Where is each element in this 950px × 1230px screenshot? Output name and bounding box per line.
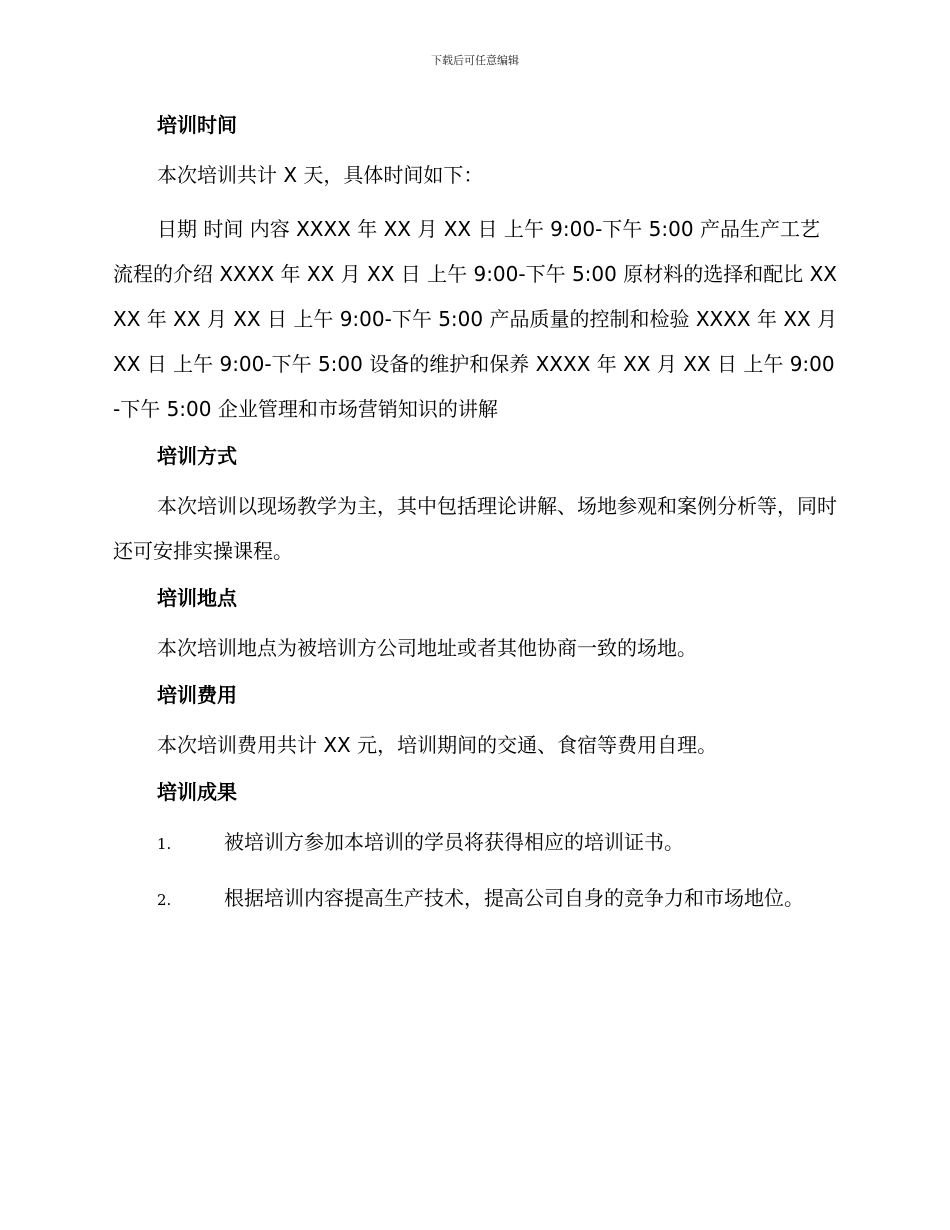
- list-item-number: 2.: [157, 891, 172, 909]
- page-header-note: 下载后可任意编辑: [431, 54, 519, 67]
- document-body: [113, 110, 838, 932]
- section-heading-results: 培训成果: [157, 780, 237, 804]
- list-item: [113, 876, 838, 923]
- list-item: [113, 820, 838, 867]
- paragraph-location: 本次培训地点为被培训方公司地址或者其他协商一致的场地。: [157, 636, 697, 660]
- section-heading-time: 培训时间: [157, 113, 237, 137]
- paragraph-method: 本次培训以现场教学为主，其中包括理论讲解、场地参观和案例分析等，同时还可安排实操课程。: [113, 494, 837, 563]
- list-item-number: 1.: [157, 835, 172, 853]
- paragraph-time-intro: 本次培训共计 X 天，具体时间如下：: [157, 163, 484, 187]
- list-item-text: 根据培训内容提高生产技术，提高公司自身的竞争力和市场地位。: [224, 886, 804, 910]
- section-heading-location: 培训地点: [157, 586, 237, 610]
- list-item-text: 被培训方参加本培训的学员将获得相应的培训证书。: [224, 830, 684, 854]
- paragraph-cost: 本次培训费用共计 XX 元，培训期间的交通、食宿等费用自理。: [157, 733, 718, 757]
- paragraph-time-schedule: 日期 时间 内容 XXXX 年 XX 月 XX 日 上午 9:00-下午 5:00 产品生产工艺流程的介绍 XXXX 年 XX 月 XX 日 上午 9:00-下午 5:00 原材料的选择和配比 XXXX 年 XX 月 XX 日 上午 9:00-下午 5:00 产品质量的控制和检验 XXXX 年 XX 月 XX 日 上午 9:00-下午 5:00 设备的维护和保养 XXXX 年 XX 月 XX 日 上午 9:00-下午 5:00 企业管理和市场营销知识的讲解: [113, 217, 838, 421]
- section-heading-method: 培训方式: [157, 444, 237, 468]
- section-heading-cost: 培训费用: [157, 683, 237, 707]
